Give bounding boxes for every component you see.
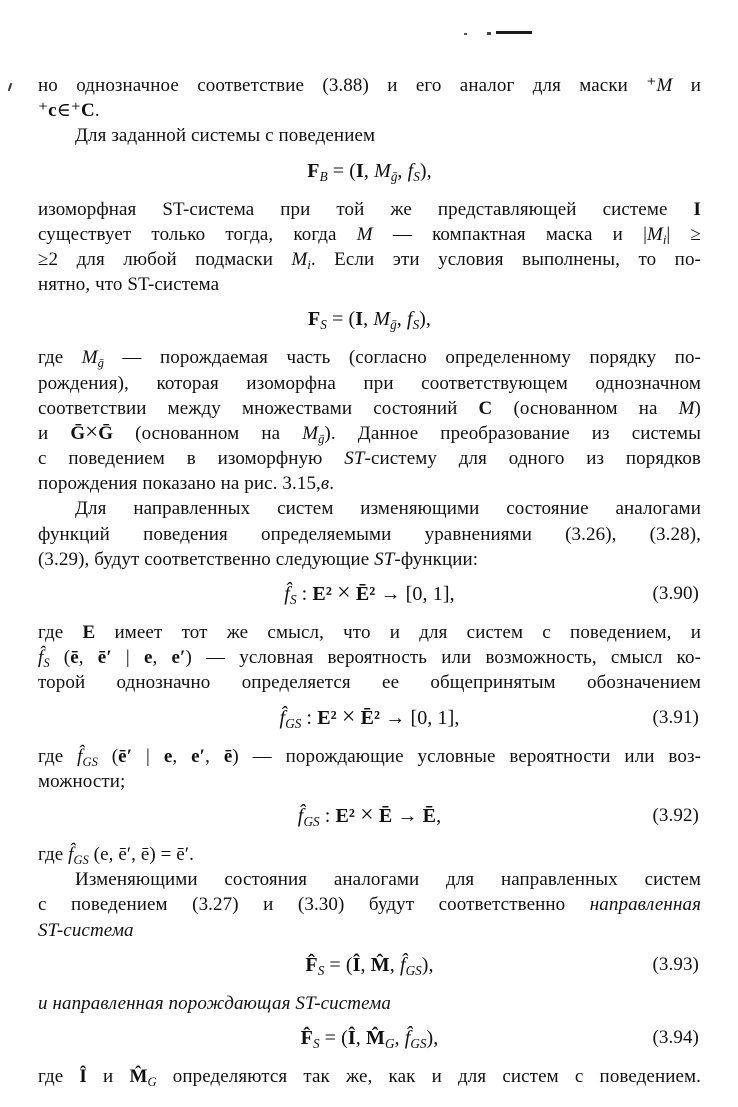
scan-artifact-dot: [464, 33, 467, 35]
text-line: где $f̂_{GS}$ (ē′ | e, e′, ē) — порождающие условные вероятности или воз-: [38, 745, 701, 769]
text-line: где $M_ḡ$ — порождаемая часть (согласно определенному порядку по-: [38, 347, 701, 371]
text-line: рождения), которая изоморфна при соответствующем однозначном: [38, 372, 701, 394]
formula: $F̂_S$ = (Î, $M̂_G$, $f̂_{GS}$),: [300, 1026, 439, 1051]
text-line: где E имеет тот же смысл, что и для систем с поведением, и: [38, 622, 702, 643]
scan-artifact-dot: [487, 32, 491, 35]
text-line: $f̂_S$ (ē, ē′ | e, e′) — условная вероятность или возможность, смысл ко-: [38, 647, 702, 670]
formula: $f̂_{GS}$ : E² × Ē² → [0, 1],: [279, 703, 460, 731]
scan-artifact-dash-line: [496, 31, 532, 34]
formula-row: [38, 701, 701, 735]
formula: $f̂_{GS}$ : E² × Ē → Ē,: [297, 801, 442, 829]
text-line: и направленная порождающая ST-система: [38, 992, 392, 1014]
text-line: где $f̂_{GS}$ (e, ē′, ē) = ē′.: [38, 843, 194, 867]
text-line: (3.29), будут соответственно следующие ST-функции:: [38, 548, 479, 570]
scan-artifact-tick: [8, 83, 12, 91]
page-content: [38, 73, 701, 1089]
formula-row: [38, 302, 701, 336]
formula: $F̂_S$ = (Î, M̂, $f̂_{GS}$),: [305, 953, 434, 978]
text-line: Изменяющими состояния аналогами для направленных систем: [75, 869, 701, 891]
text-line: ST-система: [38, 919, 134, 941]
text-line: изоморфная ST-система при той же представляющей системе I: [38, 198, 701, 220]
equation-number: (3.91): [652, 706, 699, 728]
formula-row: [38, 799, 701, 833]
text-line: функций поведения определяемыми уравнениями (3.26), (3.28),: [38, 523, 701, 545]
text-line: торой однозначно определяется ее общепринятым обозначением: [38, 672, 701, 694]
formula: $f̂_S$ : E² × Ē² → [0, 1],: [284, 580, 455, 607]
equation-number: (3.94): [652, 1026, 699, 1048]
text-line: ⁺c∈⁺C.: [38, 100, 100, 122]
equation-number: (3.90): [652, 583, 699, 604]
text-line: с поведением (3.27) и (3.30) будут соответственно направленная: [38, 894, 701, 916]
text-line: где Î и $M̂_G$ определяются так же, как и для систем с поведением.: [38, 1065, 702, 1089]
equation-number: (3.93): [652, 953, 699, 975]
formula-row: [38, 154, 701, 188]
text-line: порождения показано на рис. 3.15,в.: [38, 473, 335, 495]
text-line: можности;: [38, 770, 126, 792]
text-line: Для заданной системы с поведением: [75, 125, 376, 147]
formula-row: [38, 577, 701, 611]
text-line: нятно, что ST-система: [38, 274, 220, 296]
text-line: Для направленных систем изменяющими состояние аналогами: [75, 498, 701, 520]
formula: $F_B = (I$, $M_ḡ$, $f_S$),: [307, 159, 432, 184]
text-line: но однозначное соответствие (3.88) и его аналог для маски ⁺M и: [38, 75, 702, 96]
formula-row: [38, 948, 701, 982]
text-line: существует только тогда, когда M — компактная маска и $|M_i|$ ≥: [38, 223, 701, 247]
formula: $F_S = (I$, $M_ḡ$, $f_S$),: [307, 308, 432, 333]
text-line: и Ḡ×Ḡ (основанном на $M_ḡ$). Данное преобразование из системы: [38, 418, 701, 446]
text-line: с поведением в изоморфную ST-систему для одного из порядков: [38, 448, 701, 470]
text-line: соответствии между множествами состояний C (основанном на M): [38, 397, 701, 419]
formula-row: [38, 1021, 701, 1055]
equation-number: (3.92): [652, 804, 699, 826]
text-line: ≥2 для любой подмаски $M_i$. Если эти условия выполнены, то по-: [38, 248, 701, 272]
